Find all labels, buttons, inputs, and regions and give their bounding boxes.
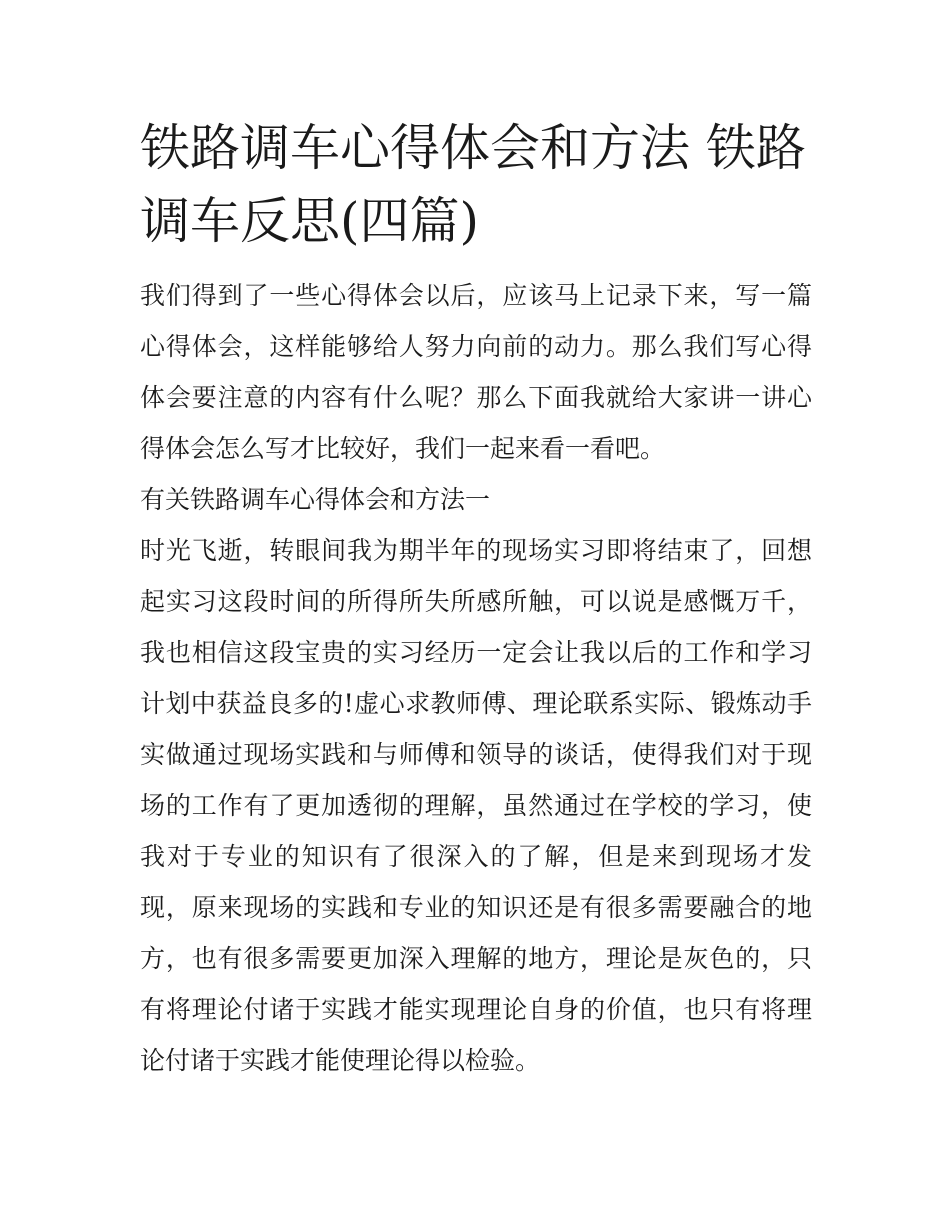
section-heading: 有关铁路调车心得体会和方法一 — [140, 485, 491, 514]
document-body — [140, 112, 812, 1086]
document-title: 铁路调车心得体会和方法 铁路调车反思(四篇) — [140, 119, 806, 250]
body-paragraph: 时光飞逝，转眼间我为期半年的现场实习即将结束了，回想起实习这段时间的所得所失所感所触，可以说是感慨万千，我也相信这段宝贵的实习经历一定会让我以后的工作和学习计划中获益良多的!虚心求教师傅、理论联系实际、锻炼动手实做通过现场实践和与师傅和领导的谈话，使得我们对于现场的工作有了更加透彻的理解，虽然通过在学校的学习，使我对于专业的知识有了很深入的了解，但是来到现场才发现，原来现场的实践和专业的知识还是有很多需要融合的地方，也有很多需要更加深入理解的地方，理论是灰色的，只有将理论付诸于实践才能实现理论自身的价值，也只有将理论付诸于实践才能使理论得以检验。 — [140, 536, 812, 1075]
intro-paragraph: 我们得到了一些心得体会以后，应该马上记录下来，写一篇心得体会，这样能够给人努力向前的动力。那么我们写心得体会要注意的内容有什么呢？那么下面我就给大家讲一讲心得体会怎么写才比较好，我们一起来看一看吧。 — [140, 281, 812, 463]
